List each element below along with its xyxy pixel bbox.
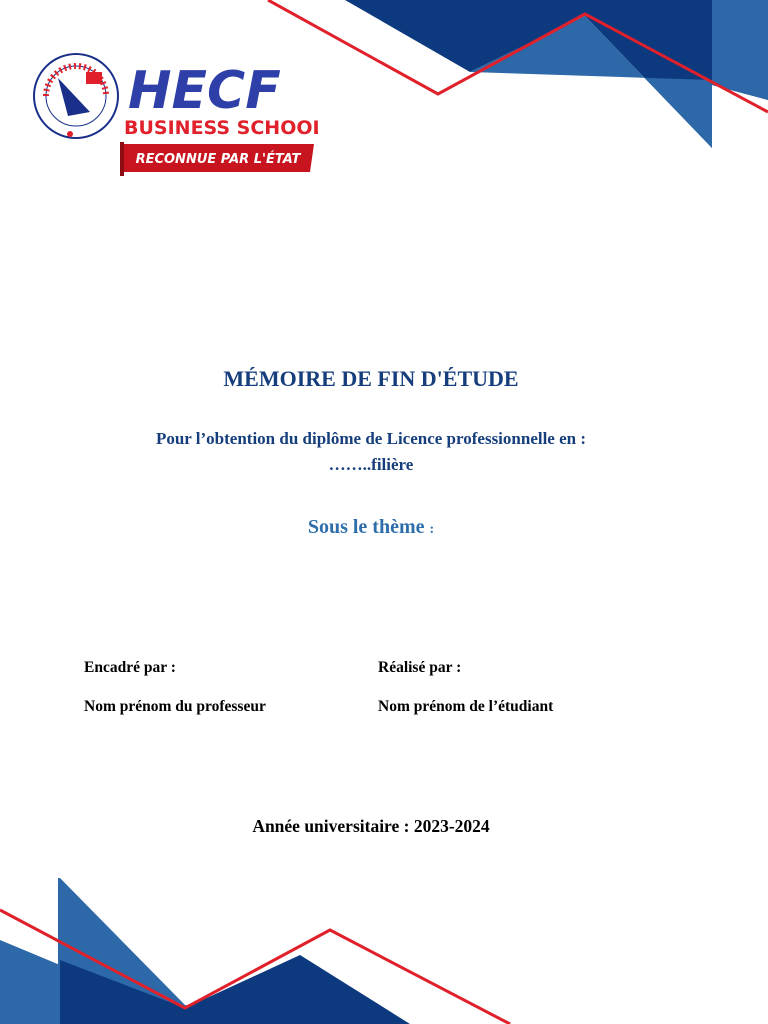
subtitle-line-1: Pour l’obtention du diplôme de Licence professionnelle en : [155,429,587,448]
author-label: Réalisé par : [378,659,462,676]
supervisor-name: Nom prénom du professeur [84,698,266,715]
theme-label: Sous le thème [307,516,425,538]
hecf-logo-graphic [28,52,318,182]
document-subtitle [0,426,742,478]
theme-colon: : [429,522,435,537]
author-name: Nom prénom de l’étudiant [378,698,554,715]
svg-text:BUSINESS SCHOOL: BUSINESS SCHOOL [124,117,318,139]
hecf-logo [28,52,318,182]
document-title: MÉMOIRE DE FIN D'ÉTUDE [223,366,519,391]
svg-text:RECONNUE PAR L'ÉTAT: RECONNUE PAR L'ÉTAT [135,152,301,167]
academic-year: Année universitaire : 2023-2024 [252,816,490,836]
theme-heading [0,516,742,539]
svg-text:HECF: HECF [128,61,281,121]
subtitle-line-2: ……..filière [328,455,414,474]
supervisor-label: Encadré par : [84,659,176,676]
